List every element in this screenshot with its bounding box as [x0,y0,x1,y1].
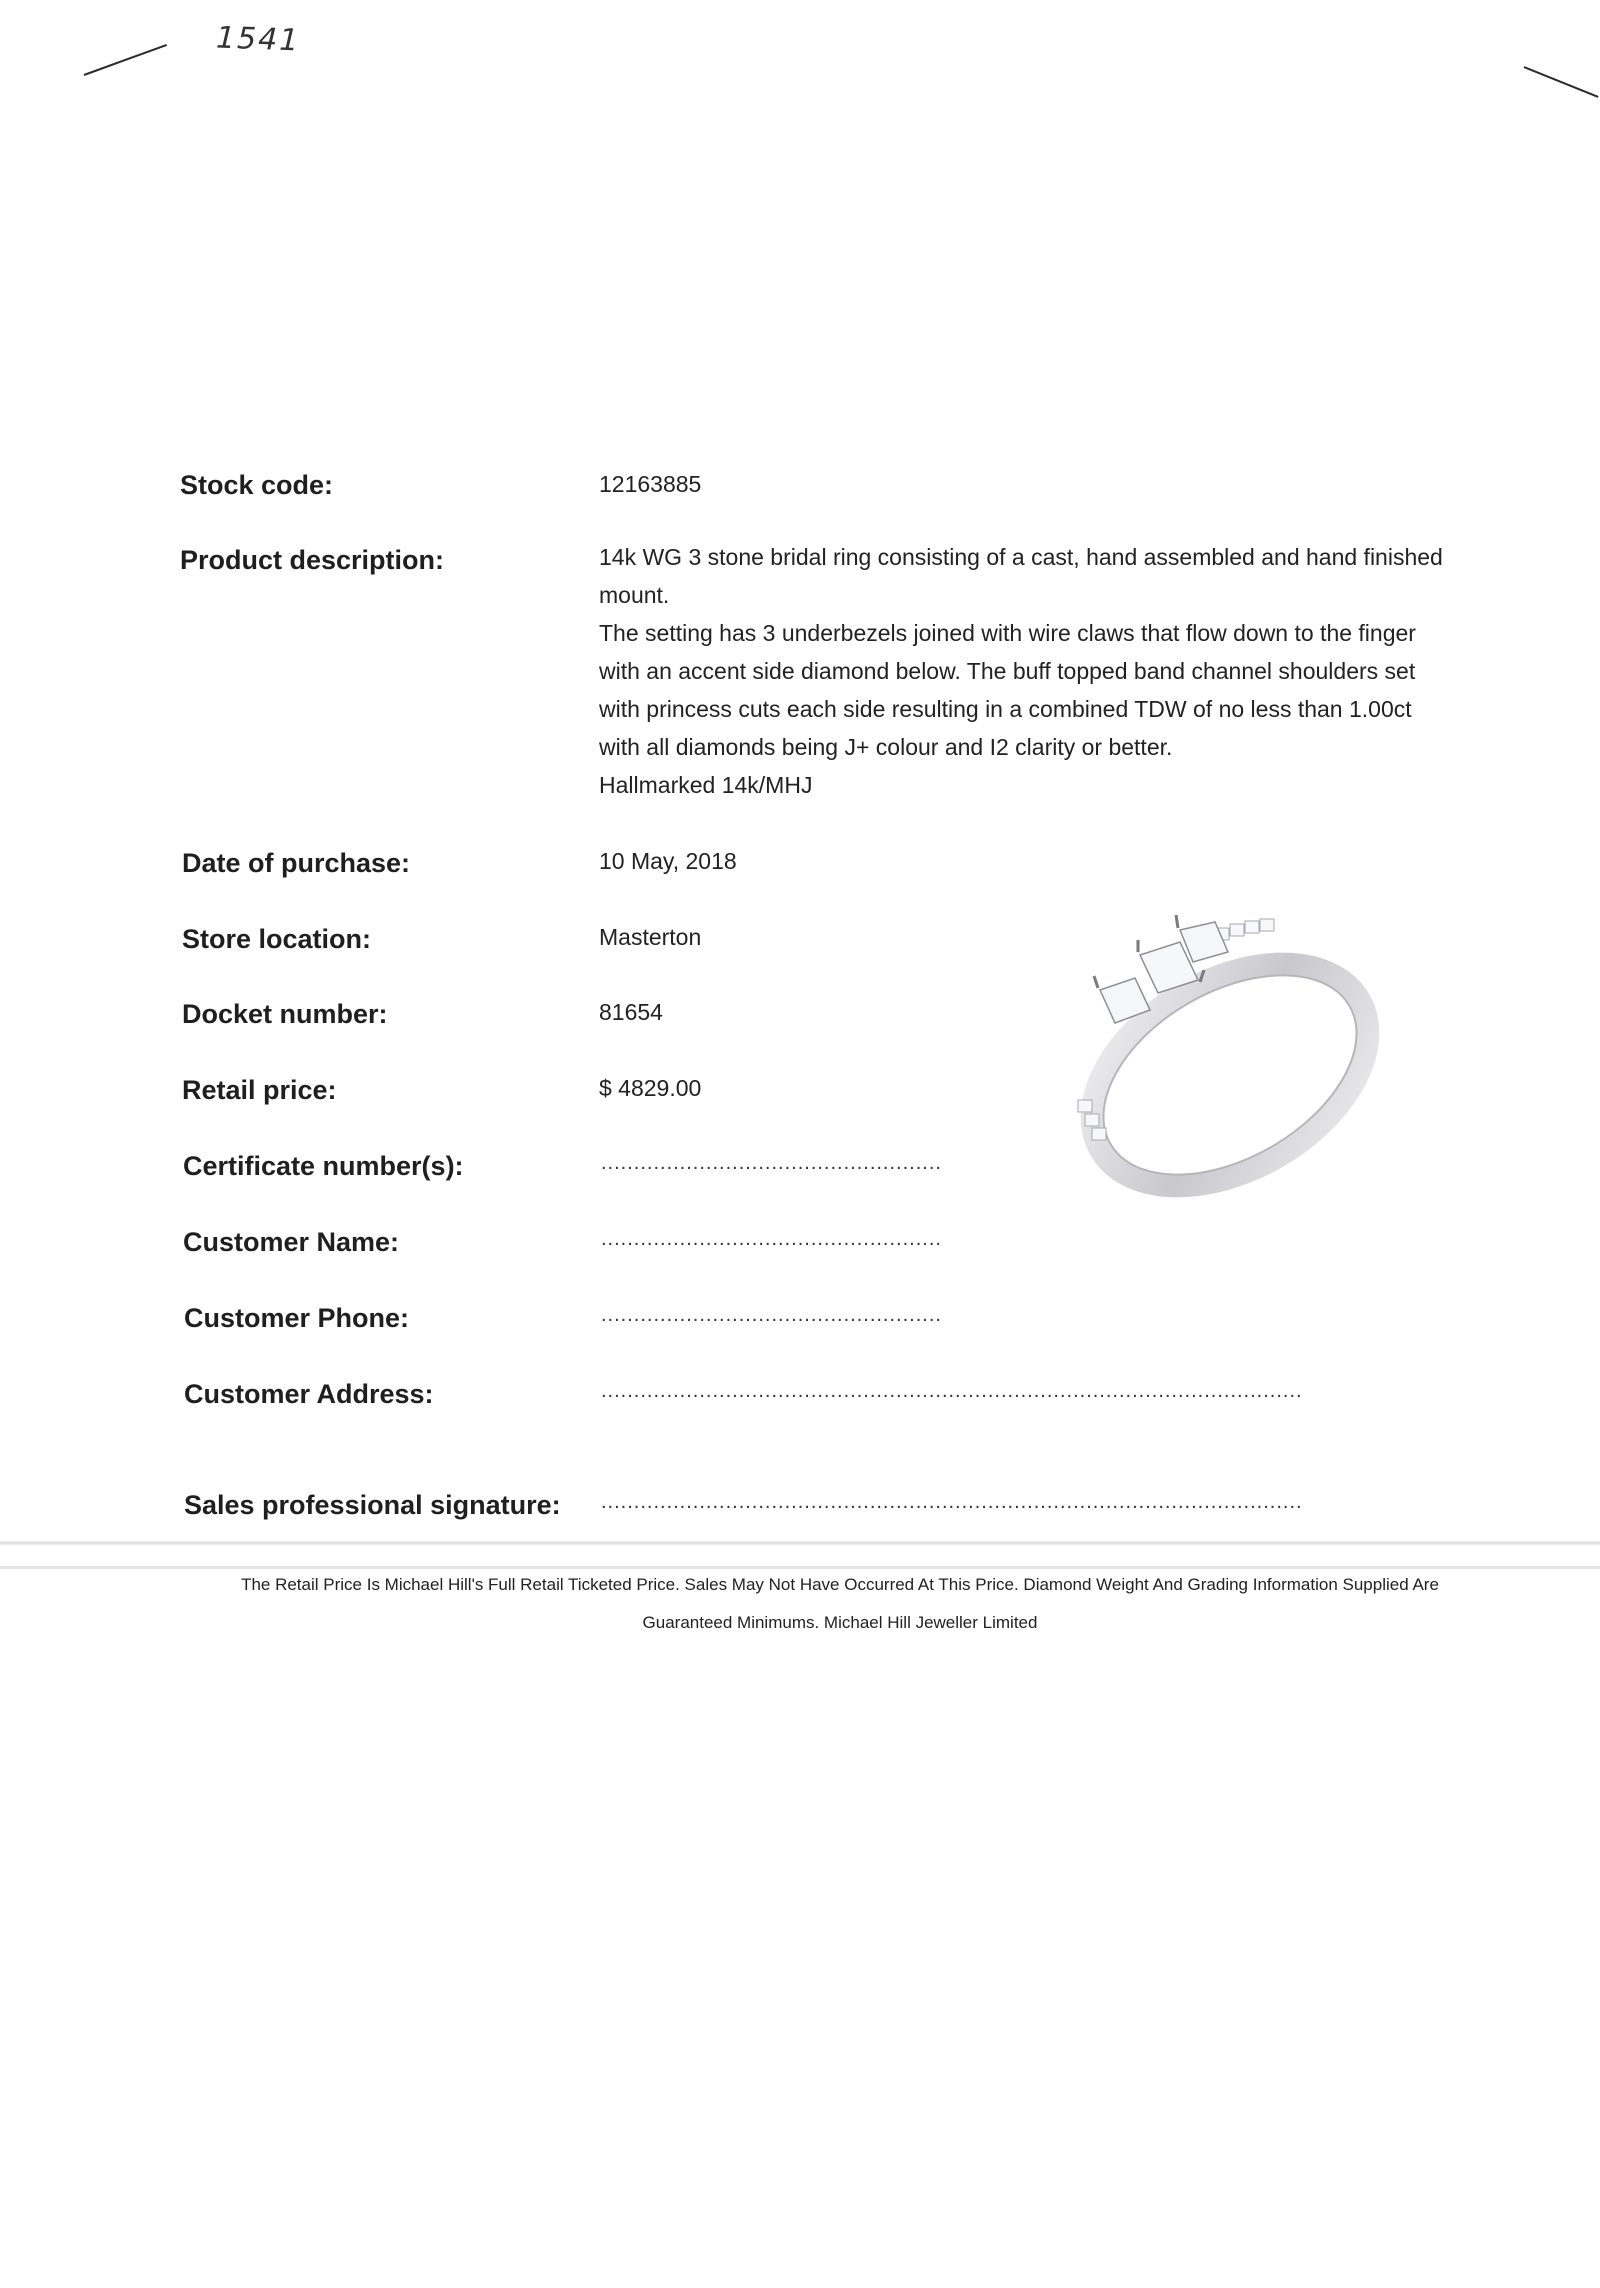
ring-photo [1030,900,1390,1220]
handwritten-number: 1541 [215,20,301,59]
disclaimer-line-1: The Retail Price Is Michael Hill's Full Retail Ticketed Price. Sales May Not Have Occurred At This Price. Diamond Weight And Grading Information Supplied Are [241,1575,1439,1594]
store-location-label: Store location: [182,924,372,954]
certificate-numbers-label: Certificate number(s): [183,1151,464,1181]
customer-phone-field[interactable]: .................................................... [601,1304,942,1326]
docket-number-value: 81654 [599,999,663,1025]
disclaimer-line-2: Guaranteed Minimums. Michael Hill Jeweller Limited [642,1613,1038,1632]
description-line: mount. [599,582,670,608]
store-location-value: Masterton [599,924,702,950]
scan-mark-left [84,44,167,76]
date-of-purchase-label: Date of purchase: [182,848,411,878]
retail-price-label: Retail price: [182,1075,337,1105]
scan-mark-right [1524,66,1599,98]
customer-name-label: Customer Name: [183,1227,400,1257]
sales-signature-label: Sales professional signature: [184,1490,561,1520]
customer-name-field[interactable]: .................................................... [601,1228,942,1250]
disclaimer [160,1566,1520,1642]
description-line: with princess cuts each side resulting in a combined TDW of no less than 1.00ct [599,696,1412,722]
retail-price-value: $ 4829.00 [599,1075,702,1101]
customer-address-field[interactable]: ........................................................................................................... [601,1380,1303,1402]
certificate-numbers-field[interactable]: .................................................... [601,1152,942,1174]
docket-number-label: Docket number: [182,999,388,1029]
ring-band [1053,918,1408,1233]
fold-line [0,1540,1600,1546]
product-description-label: Product description: [180,545,445,575]
description-line: 14k WG 3 stone bridal ring consisting of a cast, hand assembled and hand finished [599,544,1443,570]
description-line: Hallmarked 14k/MHJ [599,772,813,798]
description-line: with all diamonds being J+ colour and I2 clarity or better. [599,734,1173,760]
stock-code-value: 12163885 [599,471,702,497]
customer-phone-label: Customer Phone: [184,1303,410,1333]
description-line: The setting has 3 underbezels joined with wire claws that flow down to the finger [599,620,1416,646]
stock-code-label: Stock code: [180,470,334,500]
product-description-text [599,538,1499,804]
sales-signature-field[interactable]: ........................................................................................................... [601,1491,1303,1513]
customer-address-label: Customer Address: [184,1379,434,1409]
date-of-purchase-value: 10 May, 2018 [599,848,737,874]
description-line: with an accent side diamond below. The buff topped band channel shoulders set [599,658,1416,684]
